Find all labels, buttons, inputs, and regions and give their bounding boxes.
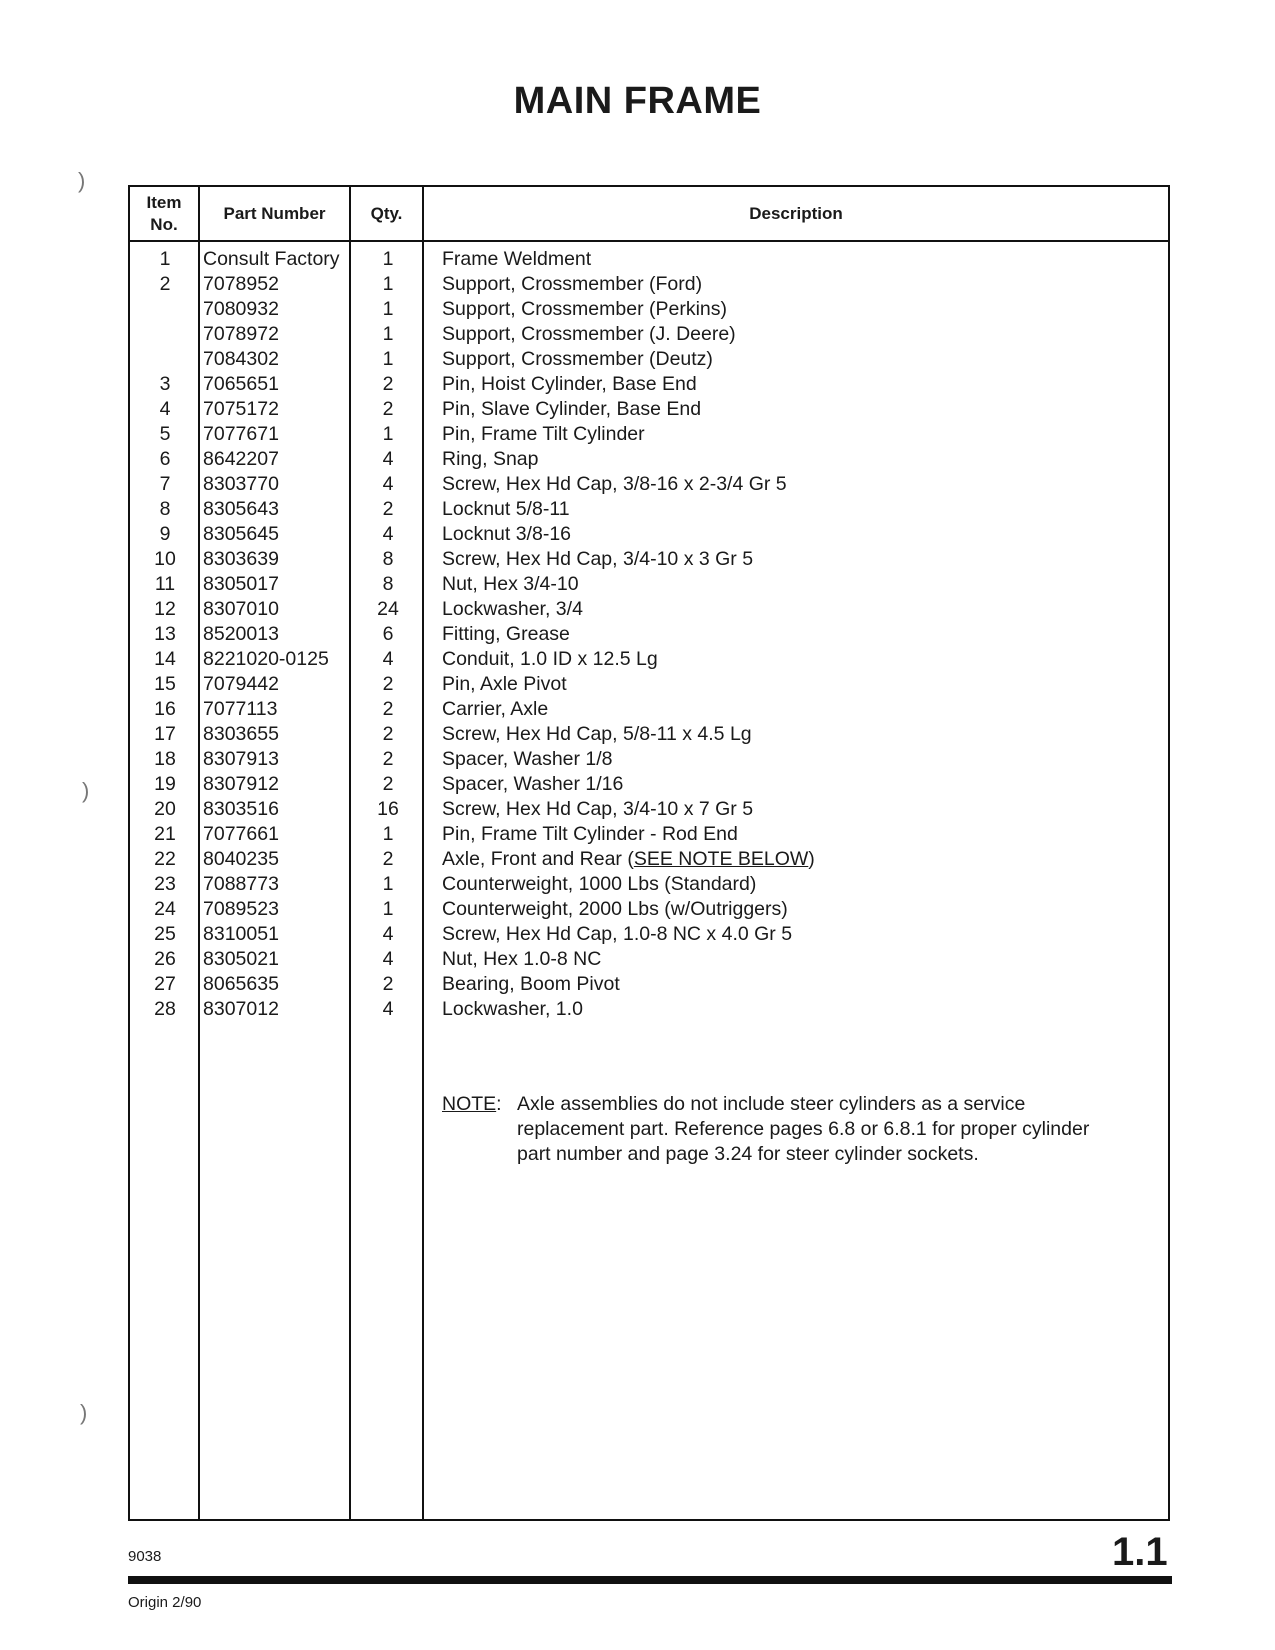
description xyxy=(442,422,645,447)
part-number: 8065635 xyxy=(203,973,279,995)
description-text: Lockwasher, 3/4 xyxy=(442,598,583,620)
item-number: 11 xyxy=(154,573,176,595)
description-text: Screw, Hex Hd Cap, 3/4-10 x 7 Gr 5 xyxy=(442,798,754,820)
binder-hole-mark: ) xyxy=(80,1400,88,1425)
see-note-reference: SEE NOTE BELOW xyxy=(633,848,809,870)
description xyxy=(442,997,583,1022)
description-text: Screw, Hex Hd Cap, 3/8-16 x 2-3/4 Gr 5 xyxy=(442,473,787,495)
quantity: 1 xyxy=(382,248,394,270)
quantity: 4 xyxy=(382,473,394,495)
quantity: 8 xyxy=(382,573,394,595)
description xyxy=(442,297,727,322)
quantity: 8 xyxy=(382,548,394,570)
item-number: 17 xyxy=(154,723,176,745)
note-text: Axle assemblies do not include steer cylinders as a service replacement part. Reference pages 6.8 or 6.8.1 for proper cylinder part number and page 3.24 for steer cylinder sockets. xyxy=(517,1093,1090,1165)
description xyxy=(442,622,570,647)
table-row xyxy=(130,672,1168,697)
item-number: 5 xyxy=(159,423,171,445)
description xyxy=(442,522,571,547)
description-text: Counterweight, 1000 Lbs (Standard) xyxy=(442,873,757,895)
description-text: Counterweight, 2000 Lbs (w/Outriggers) xyxy=(442,898,788,920)
description xyxy=(442,747,613,772)
item-number: 13 xyxy=(154,623,176,645)
description xyxy=(442,322,736,347)
part-number: 7088773 xyxy=(203,873,279,895)
part-number: 7084302 xyxy=(203,348,279,370)
header-item-no: Item No. xyxy=(146,192,182,234)
table-row xyxy=(130,322,1168,347)
description xyxy=(442,372,697,397)
item-number: 26 xyxy=(154,948,176,970)
description-text: Pin, Hoist Cylinder, Base End xyxy=(442,373,697,395)
description xyxy=(442,947,601,972)
quantity: 4 xyxy=(382,923,394,945)
table-row xyxy=(130,847,1168,872)
part-number: 7065651 xyxy=(203,373,279,395)
part-number: 8642207 xyxy=(203,448,279,470)
part-number: 7079442 xyxy=(203,673,279,695)
footer-rule xyxy=(128,1576,1172,1584)
quantity: 1 xyxy=(382,323,394,345)
binder-hole-mark: ) xyxy=(78,168,86,193)
description-text: Screw, Hex Hd Cap, 1.0-8 NC x 4.0 Gr 5 xyxy=(442,923,793,945)
document-code: 9038 xyxy=(128,1548,162,1565)
part-number: 8303770 xyxy=(203,473,279,495)
description xyxy=(442,247,591,272)
quantity: 2 xyxy=(382,373,394,395)
quantity: 1 xyxy=(382,823,394,845)
table-row xyxy=(130,797,1168,822)
part-number: 8307010 xyxy=(203,598,279,620)
description-text: Bearing, Boom Pivot xyxy=(442,973,620,995)
part-number: 8307912 xyxy=(203,773,279,795)
page-number: 1.1 xyxy=(1112,1530,1168,1574)
description-text: Pin, Frame Tilt Cylinder xyxy=(442,423,645,445)
quantity: 2 xyxy=(382,748,394,770)
table-row xyxy=(130,872,1168,897)
description-text: Ring, Snap xyxy=(442,448,539,470)
table-row xyxy=(130,422,1168,447)
description-text: Fitting, Grease xyxy=(442,623,570,645)
origin-date: Origin 2/90 xyxy=(128,1594,202,1611)
item-number: 7 xyxy=(159,473,171,495)
page-title: MAIN FRAME xyxy=(513,80,762,122)
description xyxy=(442,772,623,797)
description xyxy=(442,572,579,597)
item-number: 25 xyxy=(154,923,176,945)
description-text: Lockwasher, 1.0 xyxy=(442,998,583,1020)
quantity: 2 xyxy=(382,398,394,420)
table-row xyxy=(130,572,1168,597)
table-row xyxy=(130,997,1168,1022)
part-number: 8303639 xyxy=(203,548,279,570)
item-number: 1 xyxy=(159,248,171,270)
item-number: 22 xyxy=(154,848,176,870)
item-number: 2 xyxy=(159,273,171,295)
table-row xyxy=(130,897,1168,922)
part-number: 8221020-0125 xyxy=(203,648,329,670)
part-number: 8305645 xyxy=(203,523,279,545)
description xyxy=(442,797,753,822)
table-row xyxy=(130,347,1168,372)
description xyxy=(442,822,738,847)
description-text: Spacer, Washer 1/8 xyxy=(442,748,613,770)
part-number: 7075172 xyxy=(203,398,279,420)
part-number: 8307012 xyxy=(203,998,279,1020)
table-row xyxy=(130,697,1168,722)
description-text: Nut, Hex 1.0-8 NC xyxy=(442,948,602,970)
description xyxy=(442,272,702,297)
quantity: 4 xyxy=(382,523,394,545)
part-number: 8303655 xyxy=(203,723,279,745)
table-row xyxy=(130,497,1168,522)
table-row xyxy=(130,397,1168,422)
description-text: Conduit, 1.0 ID x 12.5 Lg xyxy=(442,648,658,670)
description-text: Locknut 5/8-11 xyxy=(442,498,570,520)
header-description: Description xyxy=(749,203,843,223)
item-number: 4 xyxy=(159,398,171,420)
description-text: Support, Crossmember (Deutz) xyxy=(442,348,713,370)
description-text: Screw, Hex Hd Cap, 3/4-10 x 3 Gr 5 xyxy=(442,548,754,570)
table-row xyxy=(130,622,1168,647)
part-number: 8305643 xyxy=(203,498,279,520)
description xyxy=(442,497,570,522)
description xyxy=(442,472,787,497)
description xyxy=(442,597,583,622)
description xyxy=(442,397,701,422)
description-text: Pin, Frame Tilt Cylinder - Rod End xyxy=(442,823,738,845)
part-number: 8310051 xyxy=(203,923,279,945)
quantity: 16 xyxy=(377,798,399,820)
part-number: 8305021 xyxy=(203,948,279,970)
item-number: 27 xyxy=(154,973,176,995)
table-row xyxy=(130,522,1168,547)
part-number: 7078952 xyxy=(203,273,279,295)
table-row xyxy=(130,772,1168,797)
item-number: 3 xyxy=(159,373,171,395)
description-text: Screw, Hex Hd Cap, 5/8-11 x 4.5 Lg xyxy=(442,723,752,745)
part-number: 8307913 xyxy=(203,748,279,770)
part-number: 8520013 xyxy=(203,623,279,645)
part-number: 8040235 xyxy=(203,848,279,870)
description-text: Spacer, Washer 1/16 xyxy=(442,773,624,795)
description-text: Pin, Axle Pivot xyxy=(442,673,567,695)
quantity: 4 xyxy=(382,648,394,670)
part-number: 7089523 xyxy=(203,898,279,920)
item-number: 8 xyxy=(159,498,171,520)
quantity: 24 xyxy=(377,598,399,620)
quantity: 1 xyxy=(382,873,394,895)
description-text: Pin, Slave Cylinder, Base End xyxy=(442,398,702,420)
description-text: Frame Weldment xyxy=(442,248,592,270)
description-text: ) xyxy=(808,848,815,870)
quantity: 2 xyxy=(382,973,394,995)
table-row xyxy=(130,947,1168,972)
table-row xyxy=(130,647,1168,672)
item-number: 19 xyxy=(154,773,176,795)
part-number: 8303516 xyxy=(203,798,279,820)
item-number: 23 xyxy=(154,873,176,895)
description xyxy=(442,722,752,747)
description-text: Nut, Hex 3/4-10 xyxy=(442,573,579,595)
description-text: Support, Crossmember (Perkins) xyxy=(442,298,727,320)
quantity: 4 xyxy=(382,448,394,470)
table-row xyxy=(130,547,1168,572)
table-body xyxy=(130,247,1168,1022)
description xyxy=(442,922,792,947)
item-number: 9 xyxy=(159,523,171,545)
description-text: Axle, Front and Rear ( xyxy=(442,848,634,870)
description xyxy=(442,447,538,472)
description-text: Carrier, Axle xyxy=(442,698,549,720)
description xyxy=(442,647,658,672)
table-row xyxy=(130,597,1168,622)
quantity: 1 xyxy=(382,423,394,445)
item-number: 21 xyxy=(154,823,176,845)
item-number: 18 xyxy=(154,748,176,770)
header-divider xyxy=(130,240,1168,242)
quantity: 2 xyxy=(382,698,394,720)
item-number: 16 xyxy=(154,698,176,720)
description xyxy=(442,697,548,722)
quantity: 2 xyxy=(382,773,394,795)
description xyxy=(442,547,753,572)
item-number: 14 xyxy=(154,648,176,670)
quantity: 1 xyxy=(382,898,394,920)
part-number: 7077661 xyxy=(203,823,279,845)
quantity: 1 xyxy=(382,298,394,320)
description xyxy=(442,672,567,697)
table-row xyxy=(130,272,1168,297)
quantity: 2 xyxy=(382,498,394,520)
item-number: 28 xyxy=(154,998,176,1020)
quantity: 4 xyxy=(382,948,394,970)
description xyxy=(442,347,713,372)
table-row xyxy=(130,472,1168,497)
table-row xyxy=(130,747,1168,772)
item-number: 6 xyxy=(159,448,171,470)
description-text: Locknut 3/8-16 xyxy=(442,523,572,545)
header-qty: Qty. xyxy=(370,203,403,223)
quantity: 1 xyxy=(382,348,394,370)
item-number: 20 xyxy=(154,798,176,820)
description xyxy=(442,872,756,897)
description-text: Support, Crossmember (J. Deere) xyxy=(442,323,736,345)
part-number: 7078972 xyxy=(203,323,279,345)
header-part-number: Part Number xyxy=(223,203,326,223)
description-text: Support, Crossmember (Ford) xyxy=(442,273,703,295)
table-row xyxy=(130,922,1168,947)
table-row xyxy=(130,822,1168,847)
description xyxy=(442,897,788,922)
quantity: 2 xyxy=(382,673,394,695)
table-row xyxy=(130,722,1168,747)
table-row xyxy=(130,372,1168,397)
quantity: 2 xyxy=(382,723,394,745)
quantity: 2 xyxy=(382,848,394,870)
table-row xyxy=(130,247,1168,272)
table-row xyxy=(130,447,1168,472)
parts-table xyxy=(128,185,1170,1521)
note-label: NOTE: xyxy=(442,1093,502,1115)
binder-hole-mark: ) xyxy=(82,778,90,803)
part-number: 7080932 xyxy=(203,298,279,320)
part-number: 7077113 xyxy=(203,698,278,720)
item-number: 12 xyxy=(154,598,176,620)
part-number: Consult Factory xyxy=(203,248,340,270)
item-number: 10 xyxy=(154,548,176,570)
description xyxy=(442,972,620,997)
item-number: 15 xyxy=(154,673,176,695)
quantity: 6 xyxy=(382,623,394,645)
table-row xyxy=(130,297,1168,322)
part-number: 8305017 xyxy=(203,573,279,595)
item-number: 24 xyxy=(154,898,176,920)
part-number: 7077671 xyxy=(203,423,279,445)
table-row xyxy=(130,972,1168,997)
quantity: 1 xyxy=(382,273,394,295)
quantity: 4 xyxy=(382,998,394,1020)
description xyxy=(442,847,815,872)
